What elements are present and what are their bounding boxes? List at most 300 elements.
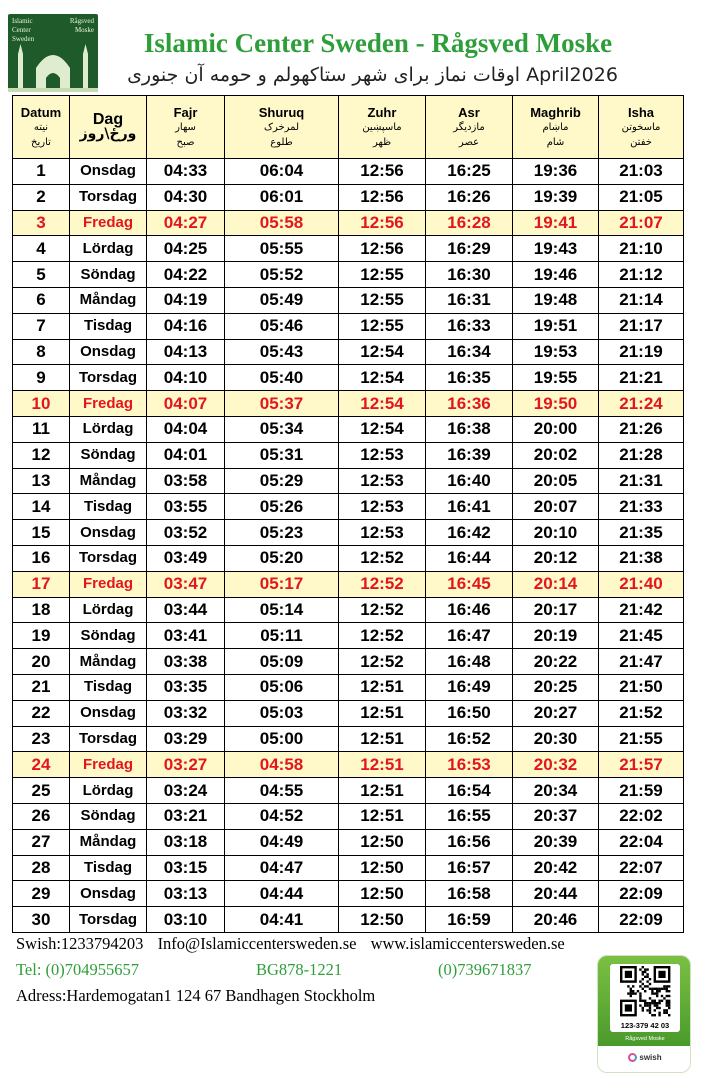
cell-isha: 21:19 (599, 339, 684, 365)
cell-fajr: 04:22 (147, 262, 225, 288)
cell-date: 22 (13, 700, 70, 726)
swish-brand (598, 1053, 691, 1062)
cell-day: Måndag (70, 649, 147, 675)
header-label: Isha (627, 104, 654, 120)
cell-fajr: 04:25 (147, 236, 225, 262)
cell-maghrib: 20:25 (513, 674, 599, 700)
cell-shuruq: 05:52 (225, 262, 339, 288)
cell-shuruq: 05:49 (225, 287, 339, 313)
cell-asr: 16:48 (426, 649, 513, 675)
cell-shuruq: 05:31 (225, 442, 339, 468)
cell-maghrib: 19:43 (513, 236, 599, 262)
header-label-fa: خفتن (630, 136, 652, 148)
page-title: Islamic Center Sweden - Rågsved Moske (143, 28, 613, 58)
qr-code-icon (610, 964, 680, 1020)
cell-day: Fredag (70, 210, 147, 236)
cell-date: 23 (13, 726, 70, 752)
cell-fajr: 03:58 (147, 468, 225, 494)
header-datum (13, 96, 70, 159)
table-row (13, 416, 684, 442)
cell-shuruq: 04:58 (225, 752, 339, 778)
cell-zuhr: 12:56 (339, 159, 426, 185)
cell-asr: 16:52 (426, 726, 513, 752)
cell-maghrib: 20:42 (513, 855, 599, 881)
cell-asr: 16:25 (426, 159, 513, 185)
header-zuhr (339, 96, 426, 159)
cell-day: Torsdag (70, 184, 147, 210)
cell-isha: 21:17 (599, 313, 684, 339)
cell-maghrib: 19:36 (513, 159, 599, 185)
cell-maghrib: 19:55 (513, 365, 599, 391)
tel-number: Tel: (0)704955657 (16, 960, 140, 979)
cell-shuruq: 04:47 (225, 855, 339, 881)
cell-date: 12 (13, 442, 70, 468)
cell-day: Måndag (70, 287, 147, 313)
cell-asr: 16:35 (426, 365, 513, 391)
cell-maghrib: 19:39 (513, 184, 599, 210)
cell-asr: 16:26 (426, 184, 513, 210)
cell-asr: 16:55 (426, 803, 513, 829)
table-row (13, 907, 684, 933)
cell-zuhr: 12:50 (339, 907, 426, 933)
email-link[interactable]: Info@Islamiccentersweden.se (157, 934, 357, 953)
cell-date: 27 (13, 829, 70, 855)
cell-maghrib: 19:46 (513, 262, 599, 288)
header-label-fa: ورځ\روز (79, 126, 137, 142)
cell-date: 20 (13, 649, 70, 675)
cell-fajr: 04:27 (147, 210, 225, 236)
table-row (13, 442, 684, 468)
cell-date: 7 (13, 313, 70, 339)
cell-zuhr: 12:50 (339, 881, 426, 907)
cell-zuhr: 12:50 (339, 829, 426, 855)
table-row (13, 803, 684, 829)
cell-day: Lördag (70, 236, 147, 262)
table-row (13, 159, 684, 185)
cell-isha: 21:45 (599, 623, 684, 649)
cell-zuhr: 12:56 (339, 184, 426, 210)
cell-asr: 16:39 (426, 442, 513, 468)
cell-isha: 22:09 (599, 881, 684, 907)
cell-maghrib: 19:48 (513, 287, 599, 313)
cell-fajr: 03:52 (147, 520, 225, 546)
cell-isha: 22:09 (599, 907, 684, 933)
cell-fajr: 04:30 (147, 184, 225, 210)
header-asr (426, 96, 513, 159)
cell-shuruq: 04:49 (225, 829, 339, 855)
cell-isha: 22:02 (599, 803, 684, 829)
cell-shuruq: 05:17 (225, 571, 339, 597)
header-label-fa: مازدیگر (453, 121, 485, 133)
table-row (13, 287, 684, 313)
cell-maghrib: 20:14 (513, 571, 599, 597)
cell-asr: 16:54 (426, 778, 513, 804)
cell-maghrib: 20:30 (513, 726, 599, 752)
table-row (13, 391, 684, 417)
cell-zuhr: 12:54 (339, 339, 426, 365)
cell-asr: 16:49 (426, 674, 513, 700)
cell-shuruq: 05:43 (225, 339, 339, 365)
cell-shuruq: 05:09 (225, 649, 339, 675)
cell-date: 14 (13, 494, 70, 520)
header-isha (599, 96, 684, 159)
cell-day: Tisdag (70, 313, 147, 339)
cell-zuhr: 12:55 (339, 313, 426, 339)
cell-isha: 21:55 (599, 726, 684, 752)
cell-day: Söndag (70, 623, 147, 649)
cell-shuruq: 05:46 (225, 313, 339, 339)
swish-logo-icon (628, 1053, 637, 1062)
cell-asr: 16:45 (426, 571, 513, 597)
cell-maghrib: 19:53 (513, 339, 599, 365)
cell-asr: 16:41 (426, 494, 513, 520)
swish-number: Swish:1233794203 (16, 934, 144, 953)
cell-maghrib: 20:10 (513, 520, 599, 546)
cell-fajr: 03:10 (147, 907, 225, 933)
cell-fajr: 03:38 (147, 649, 225, 675)
cell-asr: 16:50 (426, 700, 513, 726)
cell-shuruq: 06:04 (225, 159, 339, 185)
cell-day: Onsdag (70, 159, 147, 185)
cell-fajr: 03:15 (147, 855, 225, 881)
cell-asr: 16:58 (426, 881, 513, 907)
cell-day: Onsdag (70, 700, 147, 726)
cell-fajr: 03:35 (147, 674, 225, 700)
cell-isha: 21:35 (599, 520, 684, 546)
footer-contact-line (16, 934, 575, 954)
cell-fajr: 03:44 (147, 597, 225, 623)
header-label-fa: صبح (176, 136, 195, 148)
cell-date: 5 (13, 262, 70, 288)
cell-isha: 21:31 (599, 468, 684, 494)
cell-asr: 16:56 (426, 829, 513, 855)
table-row (13, 726, 684, 752)
header-label-fa: لمرخرک (264, 121, 299, 133)
cell-day: Fredag (70, 571, 147, 597)
cell-day: Fredag (70, 752, 147, 778)
cell-zuhr: 12:51 (339, 778, 426, 804)
cell-asr: 16:53 (426, 752, 513, 778)
cell-isha: 21:42 (599, 597, 684, 623)
cell-zuhr: 12:53 (339, 520, 426, 546)
cell-zuhr: 12:51 (339, 674, 426, 700)
cell-date: 16 (13, 545, 70, 571)
header-dag (70, 96, 147, 159)
cell-date: 11 (13, 416, 70, 442)
cell-date: 29 (13, 881, 70, 907)
cell-maghrib: 19:51 (513, 313, 599, 339)
cell-zuhr: 12:53 (339, 494, 426, 520)
cell-fajr: 04:10 (147, 365, 225, 391)
cell-asr: 16:59 (426, 907, 513, 933)
cell-fajr: 03:18 (147, 829, 225, 855)
cell-zuhr: 12:54 (339, 365, 426, 391)
cell-day: Lördag (70, 778, 147, 804)
logo-text-right: Rågsved Moske (69, 17, 94, 34)
cell-maghrib: 20:32 (513, 752, 599, 778)
cell-day: Tisdag (70, 855, 147, 881)
cell-day: Lördag (70, 416, 147, 442)
cell-fajr: 03:21 (147, 803, 225, 829)
cell-date: 15 (13, 520, 70, 546)
cell-asr: 16:34 (426, 339, 513, 365)
table-row (13, 313, 684, 339)
cell-zuhr: 12:50 (339, 855, 426, 881)
header-shuruq (225, 96, 339, 159)
swish-card-name: Rågsved Moske (625, 1036, 665, 1042)
cell-zuhr: 12:56 (339, 236, 426, 262)
header-label: Asr (458, 104, 480, 120)
table-row (13, 339, 684, 365)
cell-date: 10 (13, 391, 70, 417)
cell-date: 2 (13, 184, 70, 210)
header-label-fa: ظهر (372, 136, 392, 148)
swish-card-number: 123-379 42 03 (620, 1021, 670, 1030)
cell-asr: 16:31 (426, 287, 513, 313)
cell-zuhr: 12:52 (339, 571, 426, 597)
cell-fajr: 03:49 (147, 545, 225, 571)
cell-day: Onsdag (70, 339, 147, 365)
cell-maghrib: 20:34 (513, 778, 599, 804)
cell-day: Torsdag (70, 545, 147, 571)
cell-maghrib: 19:50 (513, 391, 599, 417)
cell-isha: 21:52 (599, 700, 684, 726)
cell-isha: 21:21 (599, 365, 684, 391)
cell-date: 18 (13, 597, 70, 623)
cell-isha: 21:12 (599, 262, 684, 288)
table-row (13, 365, 684, 391)
page-subtitle: اوقات نماز برای شهر ستاکهولم و حومه آن جنوری April2026 (127, 64, 618, 86)
cell-maghrib: 20:12 (513, 545, 599, 571)
cell-shuruq: 05:14 (225, 597, 339, 623)
cell-shuruq: 05:37 (225, 391, 339, 417)
cell-maghrib: 20:39 (513, 829, 599, 855)
cell-shuruq: 05:34 (225, 416, 339, 442)
table-row (13, 881, 684, 907)
cell-date: 1 (13, 159, 70, 185)
prayer-times-table-container (12, 95, 683, 933)
header-label-fa: شام (546, 136, 565, 148)
table-body (13, 159, 684, 933)
cell-fajr: 04:07 (147, 391, 225, 417)
table-row (13, 752, 684, 778)
cell-day: Fredag (70, 391, 147, 417)
cell-isha: 21:40 (599, 571, 684, 597)
cell-date: 21 (13, 674, 70, 700)
cell-zuhr: 12:55 (339, 287, 426, 313)
header-label: Zuhr (367, 104, 397, 120)
header-fajr (147, 96, 225, 159)
cell-fajr: 04:19 (147, 287, 225, 313)
cell-fajr: 03:47 (147, 571, 225, 597)
cell-isha: 21:26 (599, 416, 684, 442)
cell-zuhr: 12:54 (339, 391, 426, 417)
cell-maghrib: 20:07 (513, 494, 599, 520)
header-label: Datum (20, 104, 62, 120)
cell-shuruq: 05:23 (225, 520, 339, 546)
cell-shuruq: 04:44 (225, 881, 339, 907)
cell-asr: 16:30 (426, 262, 513, 288)
cell-fajr: 03:13 (147, 881, 225, 907)
table-row (13, 236, 684, 262)
table-header (13, 96, 684, 159)
bankgiro-number: BG878-1221 (256, 960, 343, 979)
cell-isha: 21:50 (599, 674, 684, 700)
cell-isha: 21:05 (599, 184, 684, 210)
cell-isha: 21:47 (599, 649, 684, 675)
cell-shuruq: 05:00 (225, 726, 339, 752)
header-label: Dag (92, 111, 124, 128)
cell-date: 24 (13, 752, 70, 778)
header-label: Maghrib (530, 104, 581, 120)
cell-date: 8 (13, 339, 70, 365)
header-label-fa: ماښام (542, 121, 569, 133)
cell-asr: 16:29 (426, 236, 513, 262)
cell-fajr: 04:16 (147, 313, 225, 339)
cell-fajr: 03:27 (147, 752, 225, 778)
website-link[interactable]: www.islamiccentersweden.se (370, 934, 565, 953)
cell-day: Onsdag (70, 881, 147, 907)
header-label-fa: نیته (33, 121, 49, 133)
cell-fajr: 03:29 (147, 726, 225, 752)
cell-asr: 16:28 (426, 210, 513, 236)
header-label-fa: طلوع (270, 136, 293, 148)
table-row (13, 468, 684, 494)
table-row (13, 623, 684, 649)
header-label: Shuruq (258, 104, 305, 120)
cell-day: Torsdag (70, 365, 147, 391)
mosque-logo (8, 14, 98, 92)
cell-shuruq: 04:55 (225, 778, 339, 804)
cell-date: 25 (13, 778, 70, 804)
header-label-fa: ماسپښین (362, 121, 402, 133)
cell-day: Torsdag (70, 907, 147, 933)
cell-shuruq: 05:40 (225, 365, 339, 391)
cell-shuruq: 04:52 (225, 803, 339, 829)
cell-asr: 16:40 (426, 468, 513, 494)
table-row (13, 494, 684, 520)
cell-maghrib: 20:00 (513, 416, 599, 442)
table-row (13, 700, 684, 726)
cell-shuruq: 05:11 (225, 623, 339, 649)
cell-isha: 21:10 (599, 236, 684, 262)
cell-zuhr: 12:54 (339, 416, 426, 442)
cell-zuhr: 12:52 (339, 623, 426, 649)
cell-isha: 21:57 (599, 752, 684, 778)
cell-shuruq: 04:41 (225, 907, 339, 933)
table-row (13, 855, 684, 881)
cell-asr: 16:36 (426, 391, 513, 417)
table-row (13, 520, 684, 546)
cell-shuruq: 05:58 (225, 210, 339, 236)
cell-asr: 16:44 (426, 545, 513, 571)
cell-zuhr: 12:55 (339, 262, 426, 288)
cell-isha: 21:03 (599, 159, 684, 185)
phone-number-2: (0)739671837 (438, 960, 532, 979)
cell-date: 28 (13, 855, 70, 881)
header-label: Fajr (173, 104, 198, 120)
cell-fajr: 03:24 (147, 778, 225, 804)
table-row (13, 597, 684, 623)
cell-isha: 21:24 (599, 391, 684, 417)
cell-date: 17 (13, 571, 70, 597)
cell-maghrib: 20:17 (513, 597, 599, 623)
cell-day: Söndag (70, 262, 147, 288)
cell-day: Lördag (70, 597, 147, 623)
cell-date: 26 (13, 803, 70, 829)
table-row (13, 674, 684, 700)
cell-zuhr: 12:51 (339, 726, 426, 752)
cell-maghrib: 19:41 (513, 210, 599, 236)
cell-day: Söndag (70, 442, 147, 468)
cell-zuhr: 12:51 (339, 752, 426, 778)
logo-text-left: Islamic Center Sweden (12, 17, 35, 43)
cell-zuhr: 12:56 (339, 210, 426, 236)
cell-shuruq: 05:06 (225, 674, 339, 700)
cell-asr: 16:57 (426, 855, 513, 881)
cell-isha: 21:14 (599, 287, 684, 313)
cell-day: Onsdag (70, 520, 147, 546)
cell-maghrib: 20:44 (513, 881, 599, 907)
cell-day: Tisdag (70, 674, 147, 700)
table-row (13, 778, 684, 804)
cell-date: 30 (13, 907, 70, 933)
cell-maghrib: 20:37 (513, 803, 599, 829)
cell-isha: 22:04 (599, 829, 684, 855)
cell-isha: 21:59 (599, 778, 684, 804)
cell-isha: 21:33 (599, 494, 684, 520)
table-row (13, 545, 684, 571)
cell-day: Söndag (70, 803, 147, 829)
cell-zuhr: 12:52 (339, 545, 426, 571)
header-label-fa: تاریخ (31, 136, 51, 148)
cell-shuruq: 05:55 (225, 236, 339, 262)
table-row (13, 184, 684, 210)
cell-zuhr: 12:51 (339, 803, 426, 829)
cell-fajr: 04:04 (147, 416, 225, 442)
mosque-icon (8, 34, 98, 92)
prayer-times-table (12, 95, 684, 933)
cell-maghrib: 20:02 (513, 442, 599, 468)
cell-asr: 16:33 (426, 313, 513, 339)
header-label-fa: عصر (458, 136, 480, 148)
cell-asr: 16:47 (426, 623, 513, 649)
cell-date: 13 (13, 468, 70, 494)
cell-date: 4 (13, 236, 70, 262)
cell-maghrib: 20:27 (513, 700, 599, 726)
cell-shuruq: 05:29 (225, 468, 339, 494)
cell-isha: 22:07 (599, 855, 684, 881)
header-label-fa: سهار (175, 121, 196, 133)
swish-brand-text: swish (639, 1053, 662, 1062)
cell-shuruq: 05:20 (225, 545, 339, 571)
cell-date: 3 (13, 210, 70, 236)
cell-asr: 16:42 (426, 520, 513, 546)
table-row (13, 571, 684, 597)
cell-zuhr: 12:53 (339, 468, 426, 494)
cell-zuhr: 12:52 (339, 649, 426, 675)
table-row (13, 210, 684, 236)
cell-zuhr: 12:51 (339, 700, 426, 726)
cell-fajr: 03:32 (147, 700, 225, 726)
cell-maghrib: 20:19 (513, 623, 599, 649)
cell-isha: 21:07 (599, 210, 684, 236)
cell-asr: 16:46 (426, 597, 513, 623)
footer-address: Adress:Hardemogatan1 124 67 Bandhagen Stockholm (16, 986, 376, 1005)
cell-day: Måndag (70, 468, 147, 494)
cell-day: Tisdag (70, 494, 147, 520)
cell-isha: 21:28 (599, 442, 684, 468)
